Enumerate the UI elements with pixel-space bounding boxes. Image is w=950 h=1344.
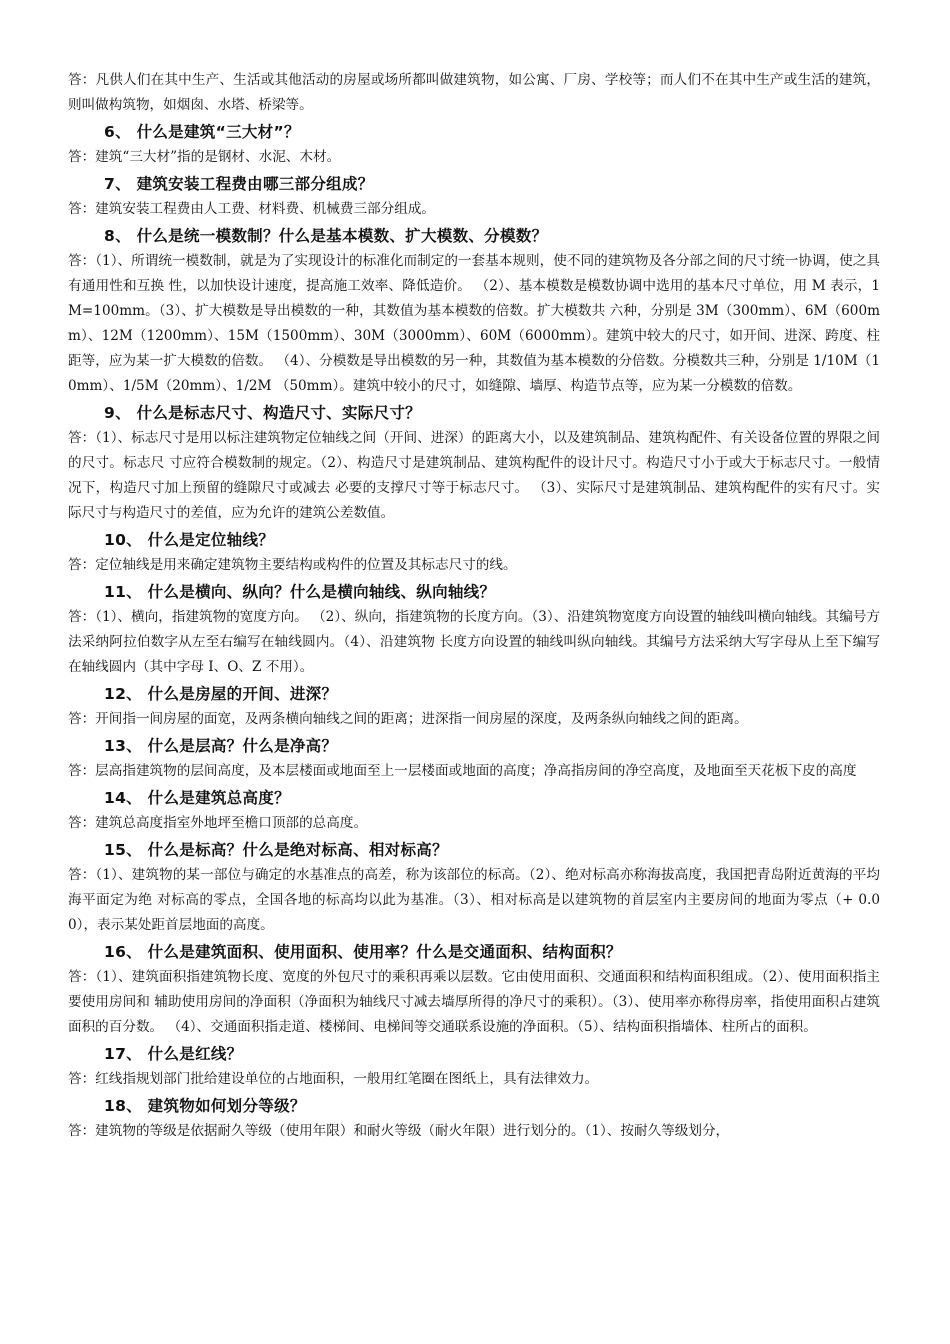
answer-paragraph: 答：红线指规划部门批给建设单位的占地面积，一般用红笔圈在图纸上，具有法律效力。	[68, 1071, 599, 1087]
answer-paragraph: 答：建筑安装工程费由人工费、材料费、机械费三部分组成。	[68, 201, 436, 217]
question-heading: 12、 什么是房屋的开间、进深？	[104, 685, 338, 703]
answer-paragraph: 答：（1）、建筑物的某一部位与确定的水基准点的高差，称为该部位的标高。（2）、绝对标高亦称海拔高度，我国把青岛附近黄海的平均海平面定为绝 对标高的零点，全国各地的标高均以此为基准。（3）、相对标高是以建筑物的首层室内主要房间的地面为零点（+ 0.00），表示某处距首层地面的高度。	[68, 867, 880, 933]
answer-paragraph: 答：建筑物的等级是依据耐久等级（使用年限）和耐火等级（耐火年限）进行划分的。（1）、按耐久等级划分，	[68, 1123, 730, 1139]
answer-paragraph: 答：建筑总高度指室外地坪至檐口顶部的总高度。	[68, 815, 368, 831]
answer-paragraph: 答：层高指建筑物的层间高度，及本层楼面或地面至上一层楼面或地面的高度；净高指房间的净空高度，及地面至天花板下皮的高度	[68, 763, 857, 779]
answer-paragraph: 答：（1）、所谓统一模数制，就是为了实现设计的标准化而制定的一套基本规则，使不同的建筑物及各分部之间的尺寸统一协调，使之具有通用性和互换 性，以加快设计速度，提高施工效率、降低造价。 （2）、基本模数是模数协调中选用的基本尺寸单位，用 M 表示，1M=100mm。（3）、扩大模数是导出模数的一种，其数值为基本模数的倍数。扩大模数共 六种，分别是 3M（300mm）、6M（600mm）、12M（1200mm）、15M（1500mm）、30M（3000mm）、60M（6000mm）。建筑中较大的尺寸，如开间、进深、跨度、柱距等，应为某一扩大模数的倍数。 （4）、分模数是导出模数的另一种，其数值为基本模数的分倍数。分模数共三种，分别是 1/10M（10mm）、1/5M（20mm）、1/2M （50mm）。建筑中较小的尺寸，如缝隙、墙厚、构造节点等，应为某一分模数的倍数。	[68, 253, 880, 394]
question-heading: 11、 什么是横向、纵向？什么是横向轴线、纵向轴线？	[104, 583, 496, 601]
question-heading: 18、 建筑物如何划分等级？	[104, 1097, 306, 1115]
question-heading: 9、 什么是标志尺寸、构造尺寸、实际尺寸？	[104, 404, 421, 422]
question-heading: 14、 什么是建筑总高度？	[104, 789, 290, 807]
question-heading: 10、 什么是定位轴线？	[104, 531, 275, 549]
question-heading: 6、 什么是建筑“三大材”？	[104, 123, 300, 141]
answer-paragraph: 答：（1）、横向，指建筑物的宽度方向。 （2）、纵向，指建筑物的长度方向。（3）、沿建筑物宽度方向设置的轴线叫横向轴线。其编号方法采纳阿拉伯数字从左至右编写在轴线圆内。（4）、沿建筑物 长度方向设置的轴线叫纵向轴线。其编号方法采纳大写字母从上至下编写在轴线圆内（其中字母 I、O、Z 不用）。	[68, 609, 880, 675]
answer-paragraph: 答：凡供人们在其中生产、生活或其他活动的房屋或场所都叫做建筑物，如公寓、厂房、学校等；而人们不在其中生产或生活的建筑，则叫做构筑物，如烟囱、水塔、桥梁等。	[68, 72, 880, 113]
question-heading: 7、 建筑安装工程费由哪三部分组成？	[104, 175, 374, 193]
answer-paragraph: 答：（1）、标志尺寸是用以标注建筑物定位轴线之间（开间、进深）的距离大小，以及建筑制品、建筑构配件、有关设备位置的界限之间的尺寸。标志尺 寸应符合模数制的规定。（2）、构造尺寸是建筑制品、建筑构配件的设计尺寸。构造尺寸小于或大于标志尺寸。一般情况下，构造尺寸加上预留的缝隙尺寸或减去 必要的支撑尺寸等于标志尺寸。 （3）、实际尺寸是建筑制品、建筑构配件的实有尺寸。实际尺寸与构造尺寸的差值，应为允许的建筑公差数值。	[68, 430, 880, 521]
question-heading: 13、 什么是层高？什么是净高？	[104, 737, 338, 755]
answer-paragraph: 答：（1）、建筑面积指建筑物长度、宽度的外包尺寸的乘积再乘以层数。它由使用面积、交通面积和结构面积组成。（2）、使用面积指主要使用房间和 辅助使用房间的净面积（净面积为轴线尺寸减去墙厚所得的净尺寸的乘积）。（3）、使用率亦称得房率，指使用面积占建筑面积的百分数。 （4）、交通面积指走道、楼梯间、电梯间等交通联系设施的净面积。（5）、结构面积指墙体、柱所占的面积。	[68, 969, 880, 1035]
question-heading: 16、 什么是建筑面积、使用面积、使用率？什么是交通面积、结构面积？	[104, 943, 622, 961]
answer-paragraph: 答：定位轴线是用来确定建筑物主要结构或构件的位置及其标志尺寸的线。	[68, 557, 517, 573]
question-heading: 17、 什么是红线？	[104, 1045, 243, 1063]
question-heading: 8、 什么是统一模数制？什么是基本模数、扩大模数、分模数？	[104, 227, 548, 245]
answer-paragraph: 答：建筑“三大材”指的是钢材、水泥、木材。	[68, 149, 341, 165]
question-heading: 15、 什么是标高？什么是绝对标高、相对标高？	[104, 841, 448, 859]
answer-paragraph: 答：开间指一间房屋的面宽，及两条横向轴线之间的距离；进深指一间房屋的深度，及两条纵向轴线之间的距离。	[68, 711, 748, 727]
